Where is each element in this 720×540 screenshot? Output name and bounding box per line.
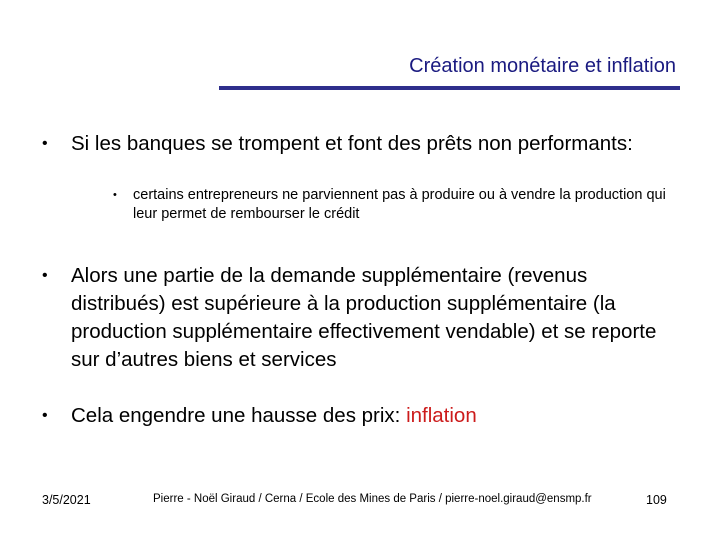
bullet-icon: • — [42, 267, 48, 284]
sub-bullet-1 — [113, 186, 683, 224]
footer-date: 3/5/2021 — [42, 493, 91, 507]
bullet-3-lead: Cela engendre une hausse des prix: — [71, 404, 407, 427]
page-number: 109 — [646, 493, 667, 507]
sub-bullet-icon: • — [113, 189, 117, 201]
bullet-3-text — [71, 402, 682, 430]
bullet-icon: • — [42, 407, 48, 424]
title-underline — [219, 86, 680, 90]
bullet-2 — [42, 262, 682, 374]
bullet-2-text: Alors une partie de la demande supplémentaire (revenus distribués) est supérieure à la production supplémentaire (la production supplémentaire effectivement vendable) et se reporte sur d’autres biens et services — [71, 264, 657, 371]
bullet-3 — [42, 402, 682, 430]
sub-bullet-1-text: certains entrepreneurs ne parviennent pas à produire ou à vendre la production qui leur permet de rembourser le crédit — [133, 187, 666, 222]
slide-title: Création monétaire et inflation — [409, 55, 676, 77]
bullet-icon: • — [42, 135, 48, 152]
footer-author: Pierre - Noël Giraud / Cerna / Ecole des Mines de Paris / pierre-noel.giraud@ensmp.fr — [153, 493, 592, 505]
bullet-1 — [42, 130, 682, 158]
inflation-highlight: inflation — [406, 404, 477, 427]
bullet-1-text: Si les banques se trompent et font des prêts non performants: — [71, 132, 633, 155]
